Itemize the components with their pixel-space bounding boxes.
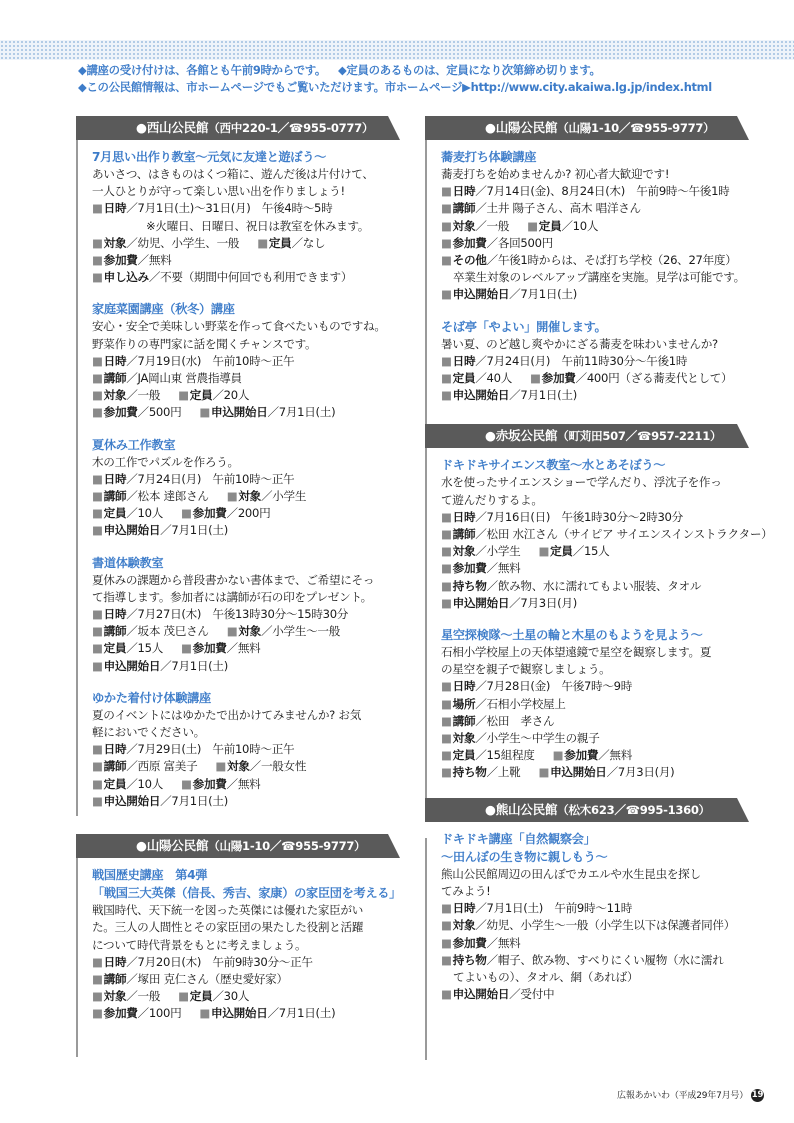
event-detail	[92, 971, 400, 988]
event-list	[425, 448, 773, 781]
event-detail	[441, 200, 749, 217]
detail-label: ■ 申込開始日	[92, 523, 160, 537]
event-item	[92, 866, 400, 1022]
event-detail	[92, 522, 400, 539]
detail-label: ■ 定員	[178, 989, 212, 1003]
event-detail	[92, 988, 400, 1005]
event-description: 水を使ったサイエンスショーで学んだり、浮沈子を作っ	[441, 475, 722, 490]
detail-value: ／7月24日(月) 午前10時～正午	[126, 471, 295, 486]
event-title: 戦国歴史講座 第4弾	[92, 868, 208, 883]
detail-value: ／7月20日(木) 午前9時30分～正午	[126, 954, 313, 969]
detail-label: ■ その他	[441, 253, 487, 267]
event-detail	[441, 935, 749, 952]
event-title: 蕎麦打ち体験講座	[441, 150, 537, 164]
notice-line	[78, 62, 778, 79]
detail-label: ■ 日時	[441, 510, 475, 524]
event-title: そば亭「やよい」開催します。	[441, 319, 607, 334]
event-list	[425, 140, 749, 404]
detail-value: ／小学生	[475, 544, 521, 559]
detail-label: ■ 申込開始日	[441, 987, 509, 1001]
detail-value: ／無料	[486, 561, 521, 576]
detail-label: ■ 対象	[92, 989, 126, 1003]
center-name: ●赤坂公民館	[485, 428, 558, 444]
detail-value: ／40人	[475, 371, 512, 386]
event-title: 星空探検隊～土星の輪と木星のもようを見よう～	[441, 628, 703, 643]
event-detail	[92, 1005, 400, 1022]
detail-label: ■ 参加費	[441, 561, 487, 575]
center-sanyo	[425, 116, 749, 404]
event-detail-continued: てよいもの）、タオル、網（あれば）	[453, 969, 639, 984]
event-item	[92, 148, 400, 286]
detail-value: ／上靴	[486, 765, 521, 780]
event-note: ※火曜日、日曜日、祝日は教室を休みます。	[146, 218, 370, 233]
detail-value: ／各回500円	[486, 235, 553, 250]
event-detail	[441, 387, 749, 404]
event-subtitle: ～田んぼの生き物に親しもう～	[441, 849, 608, 864]
event-detail	[92, 200, 400, 217]
event-item	[92, 554, 400, 675]
center-name: ●山陽公民館	[136, 838, 209, 854]
detail-value: ／100円	[137, 1006, 182, 1021]
detail-value: ／無料	[598, 748, 633, 763]
detail-value: ／幼児、小学生、一般	[126, 235, 240, 250]
detail-label: ■ 参加費	[441, 936, 487, 950]
detail-value: ／無料	[226, 776, 261, 791]
event-detail	[92, 606, 400, 623]
detail-value: ／7月1日(土)	[509, 287, 577, 302]
event-description: て遊んだりするよ。	[441, 492, 543, 507]
detail-label: ■ 講師	[441, 527, 475, 541]
event-description: 蕎麦打ちを始めませんか? 初心者大歓迎です!	[441, 167, 670, 181]
detail-label: ■ 定員	[92, 506, 126, 520]
event-detail	[92, 658, 400, 675]
detail-value: ／土井 陽子さん、高木 唱洋さん	[475, 201, 641, 216]
detail-value: ／一般	[126, 989, 161, 1004]
detail-value: ／7月16日(日) 午後1時30分～2時30分	[475, 509, 683, 524]
detail-label: ■ 対象	[441, 219, 475, 233]
event-detail	[441, 713, 749, 730]
detail-label: ■ 参加費	[181, 777, 227, 791]
right-column	[425, 116, 773, 1017]
center-sanyo	[76, 834, 400, 1022]
event-detail	[441, 917, 749, 934]
event-detail	[441, 218, 749, 235]
detail-value: ／7月1日(土)	[509, 388, 577, 403]
center-header	[76, 116, 400, 140]
event-description: 戦国時代、天下統一を図った英傑には優れた家臣がい	[92, 903, 364, 918]
event-detail	[441, 578, 749, 595]
event-detail	[92, 471, 400, 488]
detail-value: ／7月19日(水) 午前10時～正午	[126, 353, 295, 368]
detail-label: ■ 講師	[441, 201, 475, 215]
event-detail	[92, 741, 400, 758]
detail-value: ／一般	[126, 388, 161, 403]
detail-value: ／400円（ざる蕎麦代として）	[575, 371, 733, 386]
event-detail	[92, 505, 400, 522]
center-name: ●西山公民館	[136, 120, 209, 135]
detail-value: ／松田 水江さん（サイピア サイエンスインストラクター）	[475, 527, 773, 542]
detail-label: ■ 日時	[92, 607, 126, 621]
detail-label: ■ 参加費	[92, 1006, 138, 1020]
detail-value: ／松本 達郎さん	[126, 489, 209, 504]
event-detail	[92, 353, 400, 370]
detail-value: ／15人	[572, 544, 610, 559]
detail-label: ■ 申し込み	[92, 270, 149, 284]
detail-value: ／無料	[226, 641, 261, 656]
event-description: あいさつ、はきものはくつ箱に、遊んだ後は片付けて、	[92, 167, 374, 181]
event-subtitle: 「戦国三大英傑（信長、秀吉、家康）の家臣団を考える」	[92, 886, 402, 901]
detail-value: ／石相小学校屋上	[475, 696, 566, 711]
event-title: 家庭菜園講座（秋冬）講座	[92, 302, 235, 317]
detail-value: ／30人	[212, 989, 250, 1004]
left-column	[76, 116, 400, 1037]
detail-label: ■ 参加費	[92, 405, 138, 419]
detail-label: ■ 申込開始日	[441, 388, 509, 402]
detail-label: ■ 日時	[92, 742, 126, 756]
detail-value: ／7月1日(土)	[267, 1006, 336, 1021]
event-detail	[441, 952, 749, 969]
event-item	[92, 689, 400, 810]
detail-label: ■ 申込開始日	[199, 1006, 267, 1020]
event-detail	[441, 747, 749, 764]
center-address: （町苅田507／☎957-2211）	[557, 429, 722, 444]
event-description: 石相小学校屋上の天体望遠鏡で星空を観察します。夏	[441, 645, 712, 660]
detail-value: ／7月1日(土)	[160, 793, 228, 808]
center-name: ●熊山公民館	[485, 801, 558, 817]
detail-label: ■ 対象	[227, 624, 261, 638]
event-description: てみよう!	[441, 883, 491, 898]
detail-value: ／松田 孝さん	[475, 713, 555, 728]
event-detail	[92, 793, 400, 810]
event-item	[441, 318, 749, 405]
event-description: 安心・安全で美味しい野菜を作って食べたいものですね。	[92, 319, 386, 334]
detail-label: ■ 対象	[441, 918, 475, 932]
detail-label: ■ 定員	[178, 388, 212, 402]
detail-value: ／無料	[137, 253, 172, 268]
event-detail	[441, 509, 749, 526]
detail-value: ／小学生	[260, 489, 307, 504]
event-detail	[441, 595, 749, 612]
detail-label: ■ 日時	[441, 354, 475, 368]
center-address: （山陽1-10／☎955-9777）	[208, 839, 366, 854]
detail-label: ■ 申込開始日	[92, 794, 160, 808]
event-description: た。三人の人間性とその家臣団の果たした役割と活躍	[92, 920, 364, 935]
event-detail	[92, 954, 400, 971]
notices	[78, 62, 778, 96]
detail-label: ■ 日時	[441, 679, 475, 693]
event-list	[76, 858, 400, 1022]
detail-label: ■ 講師	[92, 759, 126, 773]
detail-label: ■ 講師	[92, 371, 126, 385]
detail-value: ／200円	[226, 506, 271, 521]
detail-value: ／JA岡山東 営農指導員	[126, 371, 242, 386]
event-description: て指導します。参加者には講師が石の印をプレゼント。	[92, 589, 372, 604]
center-address: （西中220-1／☎955-0777）	[208, 121, 374, 135]
detail-label: ■ 定員	[538, 544, 572, 558]
detail-value: ／7月28日(金) 午後7時～9時	[475, 679, 633, 694]
event-detail	[441, 235, 749, 252]
detail-value: ／飲み物、水に濡れてもよい服装、タオル	[486, 578, 702, 593]
event-detail	[92, 758, 400, 775]
center-header	[425, 424, 749, 448]
center-header	[76, 834, 400, 858]
detail-label: ■ 定員	[527, 219, 561, 233]
event-detail	[92, 623, 400, 640]
event-item	[441, 830, 749, 1004]
event-detail-continued: 卒業生対象のレベルアップ講座を実施。見学は可能です。	[453, 270, 745, 285]
center-header	[425, 116, 749, 140]
event-title: 書道体験教室	[92, 555, 164, 570]
detail-value: ／7月1日(土)	[160, 523, 228, 538]
detail-value: ／7月24日(月) 午前11時30分～午後1時	[475, 353, 688, 368]
event-description: について時代背景をもとに考えましょう。	[92, 937, 307, 952]
detail-value: ／7月3日(月)	[606, 765, 675, 780]
detail-value: ／7月1日(土)～31日(月) 午後4時～5時	[126, 201, 333, 216]
notice-line	[78, 79, 778, 96]
detail-label: ■ 参加費	[553, 748, 599, 762]
detail-value: ／午後1時からは、そば打ち学校（26、27年度）	[486, 253, 737, 268]
detail-value: ／15組程度	[475, 748, 535, 763]
detail-label: ■ 申込開始日	[441, 287, 509, 301]
detail-label: ■ 定員	[257, 236, 291, 250]
event-title: 夏休み工作教室	[92, 437, 176, 452]
event-title: 7月思い出作り教室～元気に友達と遊ぼう～	[92, 150, 327, 164]
event-description: 夏休みの課題から普段書かない書体まで、ご希望にそっ	[92, 572, 375, 587]
event-title: ドキドキサイエンス教室～水とあそぼう～	[441, 458, 666, 473]
page-number: 19	[751, 1090, 764, 1100]
detail-label: ■ 日時	[92, 955, 126, 969]
event-item	[441, 456, 773, 612]
detail-label: ■ 参加費	[530, 371, 576, 385]
detail-value: ／塚田 克仁さん（歴史愛好家）	[126, 971, 288, 986]
center-header	[425, 798, 749, 822]
detail-label: ■ 申込開始日	[441, 596, 509, 610]
detail-value: ／7月1日(土) 午前9時～11時	[475, 901, 633, 916]
detail-value: ／7月27日(木) 午後13時30分～15時30分	[126, 607, 349, 622]
event-detail	[441, 286, 749, 303]
detail-label: ■ 定員	[441, 371, 475, 385]
detail-label: ■ 参加費	[181, 641, 227, 655]
event-item	[441, 626, 749, 782]
detail-label: ■ 対象	[227, 489, 261, 503]
detail-value: ／10人	[126, 506, 163, 521]
detail-label: ■ 定員	[92, 777, 126, 791]
event-detail	[441, 252, 749, 269]
detail-label: ■ 持ち物	[441, 579, 487, 593]
event-detail	[92, 488, 400, 505]
detail-value: ／坂本 茂巳さん	[126, 624, 209, 639]
event-detail	[441, 370, 749, 387]
detail-label: ■ 日時	[92, 472, 126, 486]
detail-label: ■ 申込開始日	[92, 659, 160, 673]
detail-label: ■ 対象	[92, 388, 126, 402]
detail-value: ／20人	[212, 388, 250, 403]
center-akasaka	[425, 424, 773, 781]
event-detail	[92, 269, 400, 286]
detail-value: ／500円	[137, 405, 182, 420]
notice-text: ◆講座の受け付けは、各館とも午前9時からです。	[78, 63, 326, 77]
event-detail	[441, 900, 749, 917]
event-detail	[441, 678, 749, 695]
event-detail	[441, 696, 749, 713]
detail-value: ／15人	[126, 641, 163, 656]
footer-publication: 広報あかいわ（平成29年7月号）	[617, 1091, 748, 1101]
event-detail	[92, 404, 400, 421]
top-dotted-band	[0, 40, 794, 60]
detail-label: ■ 対象	[215, 759, 249, 773]
detail-label: ■ 日時	[92, 201, 126, 215]
detail-label: ■ 対象	[441, 544, 475, 558]
event-item	[92, 300, 400, 421]
event-description: 熊山公民館周辺の田んぼでカエルや水生昆虫を探し	[441, 866, 701, 881]
center-address: （松木623／☎995-1360）	[557, 802, 710, 817]
event-description: 一人ひとりが守って楽しい思い出を作りましょう!	[92, 184, 345, 199]
event-detail	[92, 370, 400, 387]
detail-value: ／7月1日(土)	[267, 405, 336, 420]
detail-value: ／10人	[561, 218, 599, 233]
detail-label: ■ 持ち物	[441, 765, 487, 779]
detail-label: ■ 申込開始日	[199, 405, 267, 419]
detail-label: ■ 講師	[92, 624, 126, 638]
event-item	[92, 436, 400, 540]
detail-value: ／無料	[486, 935, 521, 950]
event-detail	[441, 526, 773, 543]
detail-value: ／7月14日(金)、8月24日(木) 午前9時～午後1時	[475, 184, 730, 199]
event-detail	[441, 543, 749, 560]
event-title: ゆかた着付け体験講座	[92, 690, 211, 705]
detail-value: ／一般女性	[249, 759, 307, 774]
event-detail	[92, 640, 400, 657]
event-item	[441, 148, 749, 304]
detail-value: ／受付中	[509, 987, 555, 1002]
detail-label: ■ 対象	[92, 236, 126, 250]
detail-value: ／7月3日(月)	[509, 595, 577, 610]
detail-label: ■ 日時	[92, 354, 126, 368]
center-address: （山陽1-10／☎955-9777）	[557, 121, 715, 135]
detail-label: ■ 日時	[441, 184, 475, 198]
detail-value: ／西原 富美子	[126, 759, 198, 774]
event-title: ドキドキ講座「自然観察会」	[441, 831, 596, 846]
notice-text: ◆この公民館情報は、市ホームページでもご覧いただけます。市ホームページ▶http://www.city.akaiwa.lg.jp/index.html	[78, 80, 712, 94]
event-detail	[441, 764, 749, 781]
detail-label: ■ 参加費	[181, 506, 227, 520]
detail-label: ■ 講師	[441, 714, 475, 728]
event-detail	[92, 387, 400, 404]
event-list	[76, 140, 400, 810]
event-detail	[441, 730, 749, 747]
event-description: 夏のイベントにはゆかたで出かけてみませんか? お気	[92, 707, 361, 722]
event-description: 木の工作でパズルを作ろう。	[92, 454, 239, 469]
detail-label: ■ 参加費	[441, 236, 487, 250]
event-description: の星空を親子で観察しましょう。	[441, 662, 611, 677]
notice-text: ◆定員のあるものは、定員になり次第締め切ります。	[337, 63, 601, 77]
event-detail	[441, 353, 749, 370]
page-footer	[617, 1088, 764, 1102]
detail-value: ／幼児、小学生～一般（小学生以下は保護者同伴）	[475, 918, 736, 933]
detail-value: ／なし	[291, 235, 326, 250]
detail-label: ■ 定員	[92, 641, 126, 655]
event-detail	[441, 986, 749, 1003]
detail-label: ■ 申込開始日	[538, 765, 606, 779]
event-description: 暑い夏、のど越し爽やかにざる蕎麦を味わいませんか?	[441, 336, 718, 351]
detail-value: ／不要（期間中何回でも利用できます）	[148, 270, 353, 285]
event-description: 野菜作りの専門家に話を聞くチャンスです。	[92, 336, 317, 351]
detail-value: ／10人	[126, 776, 163, 791]
event-detail	[92, 235, 400, 252]
detail-label: ■ 場所	[441, 697, 475, 711]
event-detail	[441, 183, 749, 200]
detail-label: ■ 講師	[92, 489, 126, 503]
detail-label: ■ 定員	[441, 748, 475, 762]
event-list	[425, 822, 749, 1004]
center-name: ●山陽公民館	[485, 120, 558, 135]
detail-value: ／小学生～中学生の親子	[475, 731, 600, 746]
detail-value: ／7月1日(土)	[160, 658, 228, 673]
event-detail	[92, 776, 400, 793]
detail-label: ■ 持ち物	[441, 953, 487, 967]
detail-value: ／小学生～一般	[260, 624, 341, 639]
detail-value: ／帽子、飲み物、すべりにくい履物（水に濡れ	[486, 952, 724, 967]
event-description: 軽においでください。	[92, 725, 205, 740]
detail-label: ■ 講師	[92, 972, 126, 986]
center-nishiyama	[76, 116, 400, 810]
detail-label: ■ 日時	[441, 901, 475, 915]
center-kumayama	[425, 798, 749, 1004]
detail-value: ／7月29日(土) 午前10時～正午	[126, 742, 295, 757]
event-detail	[441, 560, 749, 577]
event-detail	[92, 252, 400, 269]
detail-label: ■ 参加費	[92, 253, 138, 267]
detail-value: ／一般	[475, 218, 510, 233]
detail-label: ■ 対象	[441, 731, 475, 745]
